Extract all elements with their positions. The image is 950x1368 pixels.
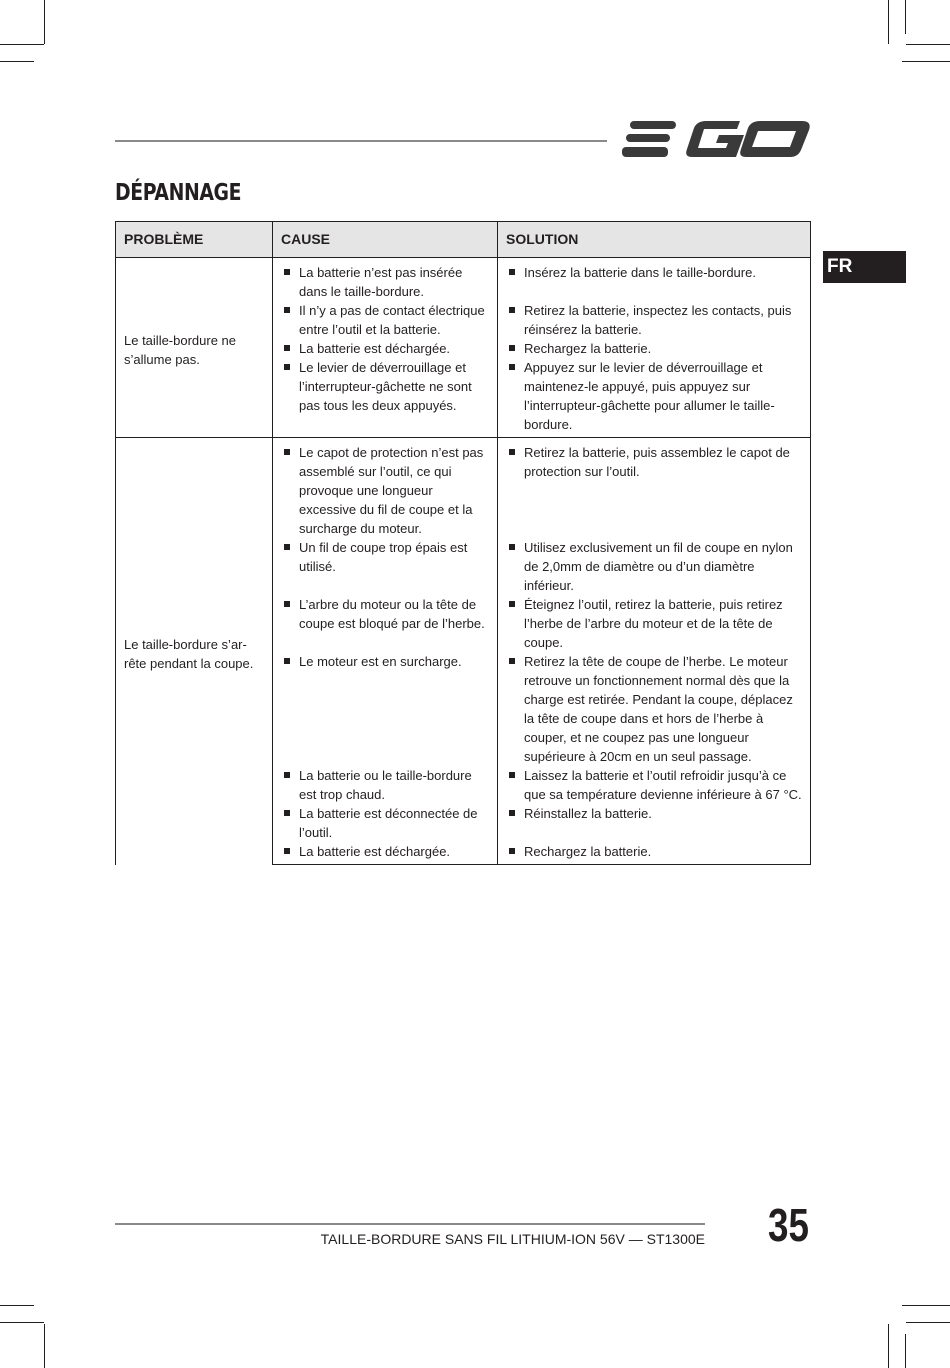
crop-mark (905, 1334, 906, 1368)
crop-mark (905, 0, 906, 34)
cause-bullet-item: La batterie n’est pas insérée dans le taille-bordure. (281, 263, 489, 301)
solution-cell (498, 595, 811, 652)
cause-cell (273, 595, 498, 652)
footer-product-name: TAILLE-BORDURE SANS FIL LITHIUM-ION 56V — ST1300E (320, 1231, 705, 1247)
solution-cell (498, 766, 811, 804)
cause-cell (273, 358, 498, 438)
table-row (116, 258, 811, 302)
solution-bullet-item: Rechargez la batterie. (506, 339, 802, 358)
solution-bullet-item: Retirez la tête de coupe de l’herbe. Le moteur retrouve un fonctionnement normal dès que la charge est retirée. Pendant la coupe, déplacez la tête de coupe dans et hors de l’herbe à couper, et ne coupez pas une longueur supérieure à 20cm en un seul passage. (506, 652, 802, 766)
cause-bullet-item: La batterie est déconnectée de l’outil. (281, 804, 489, 842)
footer-rule (115, 1223, 705, 1225)
solution-bullet-item: Retirez la batterie, puis assemblez le capot de protection sur l’outil. (506, 443, 802, 481)
cause-bullet-item: Le levier de déverrouillage et l’interrupteur-gâchette ne sont pas tous les deux appuyés. (281, 358, 489, 415)
column-header-solution: SOLUTION (498, 222, 811, 258)
solution-cell (498, 339, 811, 358)
table-row (116, 438, 811, 539)
crop-mark (902, 1305, 950, 1306)
solution-cell (498, 438, 811, 539)
cause-bullet-item: La batterie est déchargée. (281, 339, 489, 358)
column-header-problem: PROBLÈME (116, 222, 273, 258)
solution-bullet-item: Utilisez exclusivement un fil de coupe en nylon de 2,0mm de diamètre ou d’un diamètre inférieur. (506, 538, 802, 595)
crop-mark (902, 61, 950, 62)
solution-bullet-item: Retirez la batterie, inspectez les contacts, puis réinsérez la batterie. (506, 301, 802, 339)
cause-cell (273, 652, 498, 766)
crop-mark (888, 1324, 889, 1368)
page-number: 35 (768, 1199, 809, 1251)
solution-cell (498, 652, 811, 766)
cause-bullet-item: Il n’y a pas de contact électrique entre l’outil et la batterie. (281, 301, 489, 339)
crop-mark (0, 1322, 44, 1323)
cause-cell (273, 258, 498, 302)
crop-mark (0, 61, 34, 62)
solution-bullet-item: Appuyez sur le levier de déverrouillage et maintenez-le appuyé, puis appuyez sur l’interrupteur-gâchette pour allumer le taille-bordure. (506, 358, 802, 434)
solution-cell (498, 538, 811, 595)
crop-mark (906, 1322, 950, 1323)
cause-cell (273, 766, 498, 804)
solution-cell (498, 301, 811, 339)
solution-cell (498, 258, 811, 302)
solution-cell (498, 842, 811, 865)
ego-logo (622, 118, 812, 162)
problem-cell: Le taille-bordure ne s’allume pas. (116, 258, 273, 438)
crop-mark (888, 0, 889, 44)
language-tab: FR (823, 251, 906, 283)
solution-cell (498, 358, 811, 438)
troubleshooting-table (115, 221, 811, 865)
cause-cell (273, 339, 498, 358)
cause-bullet-item: Le moteur est en surcharge. (281, 652, 489, 671)
cause-cell (273, 804, 498, 842)
crop-mark (44, 1324, 45, 1368)
solution-bullet-item: Rechargez la batterie. (506, 842, 802, 861)
cause-bullet-item: Un fil de coupe trop épais est utilisé. (281, 538, 489, 576)
cause-bullet-item: Le capot de protection n’est pas assemblé sur l’outil, ce qui provoque une longueur excessive du fil de coupe et la surcharge du moteur. (281, 443, 489, 538)
cause-cell (273, 301, 498, 339)
cause-bullet-item: La batterie est déchargée. (281, 842, 489, 861)
crop-mark (0, 44, 44, 45)
column-header-cause: CAUSE (273, 222, 498, 258)
cause-bullet-item: L’arbre du moteur ou la tête de coupe est bloqué par de l’herbe. (281, 595, 489, 633)
cause-cell (273, 842, 498, 865)
solution-bullet-item: Éteignez l’outil, retirez la batterie, puis retirez l’herbe de l’arbre du moteur et de la tête de coupe. (506, 595, 802, 652)
crop-mark (906, 44, 950, 45)
cause-cell (273, 438, 498, 539)
solution-bullet-item: Insérez la batterie dans le taille-bordure. (506, 263, 802, 282)
page-title: DÉPANNAGE (115, 180, 242, 206)
crop-mark (0, 1305, 34, 1306)
table-header-row (116, 222, 811, 258)
cause-bullet-item: La batterie ou le taille-bordure est trop chaud. (281, 766, 489, 804)
solution-bullet-item: Réinstallez la batterie. (506, 804, 802, 823)
cause-cell (273, 538, 498, 595)
crop-mark (44, 0, 45, 44)
header-rule (115, 140, 607, 142)
solution-bullet-item: Laissez la batterie et l’outil refroidir jusqu’à ce que sa température devienne inférieure à 67 °C. (506, 766, 802, 804)
solution-cell (498, 804, 811, 842)
problem-cell: Le taille-bordure s’arrête pendant la coupe. (116, 438, 273, 865)
